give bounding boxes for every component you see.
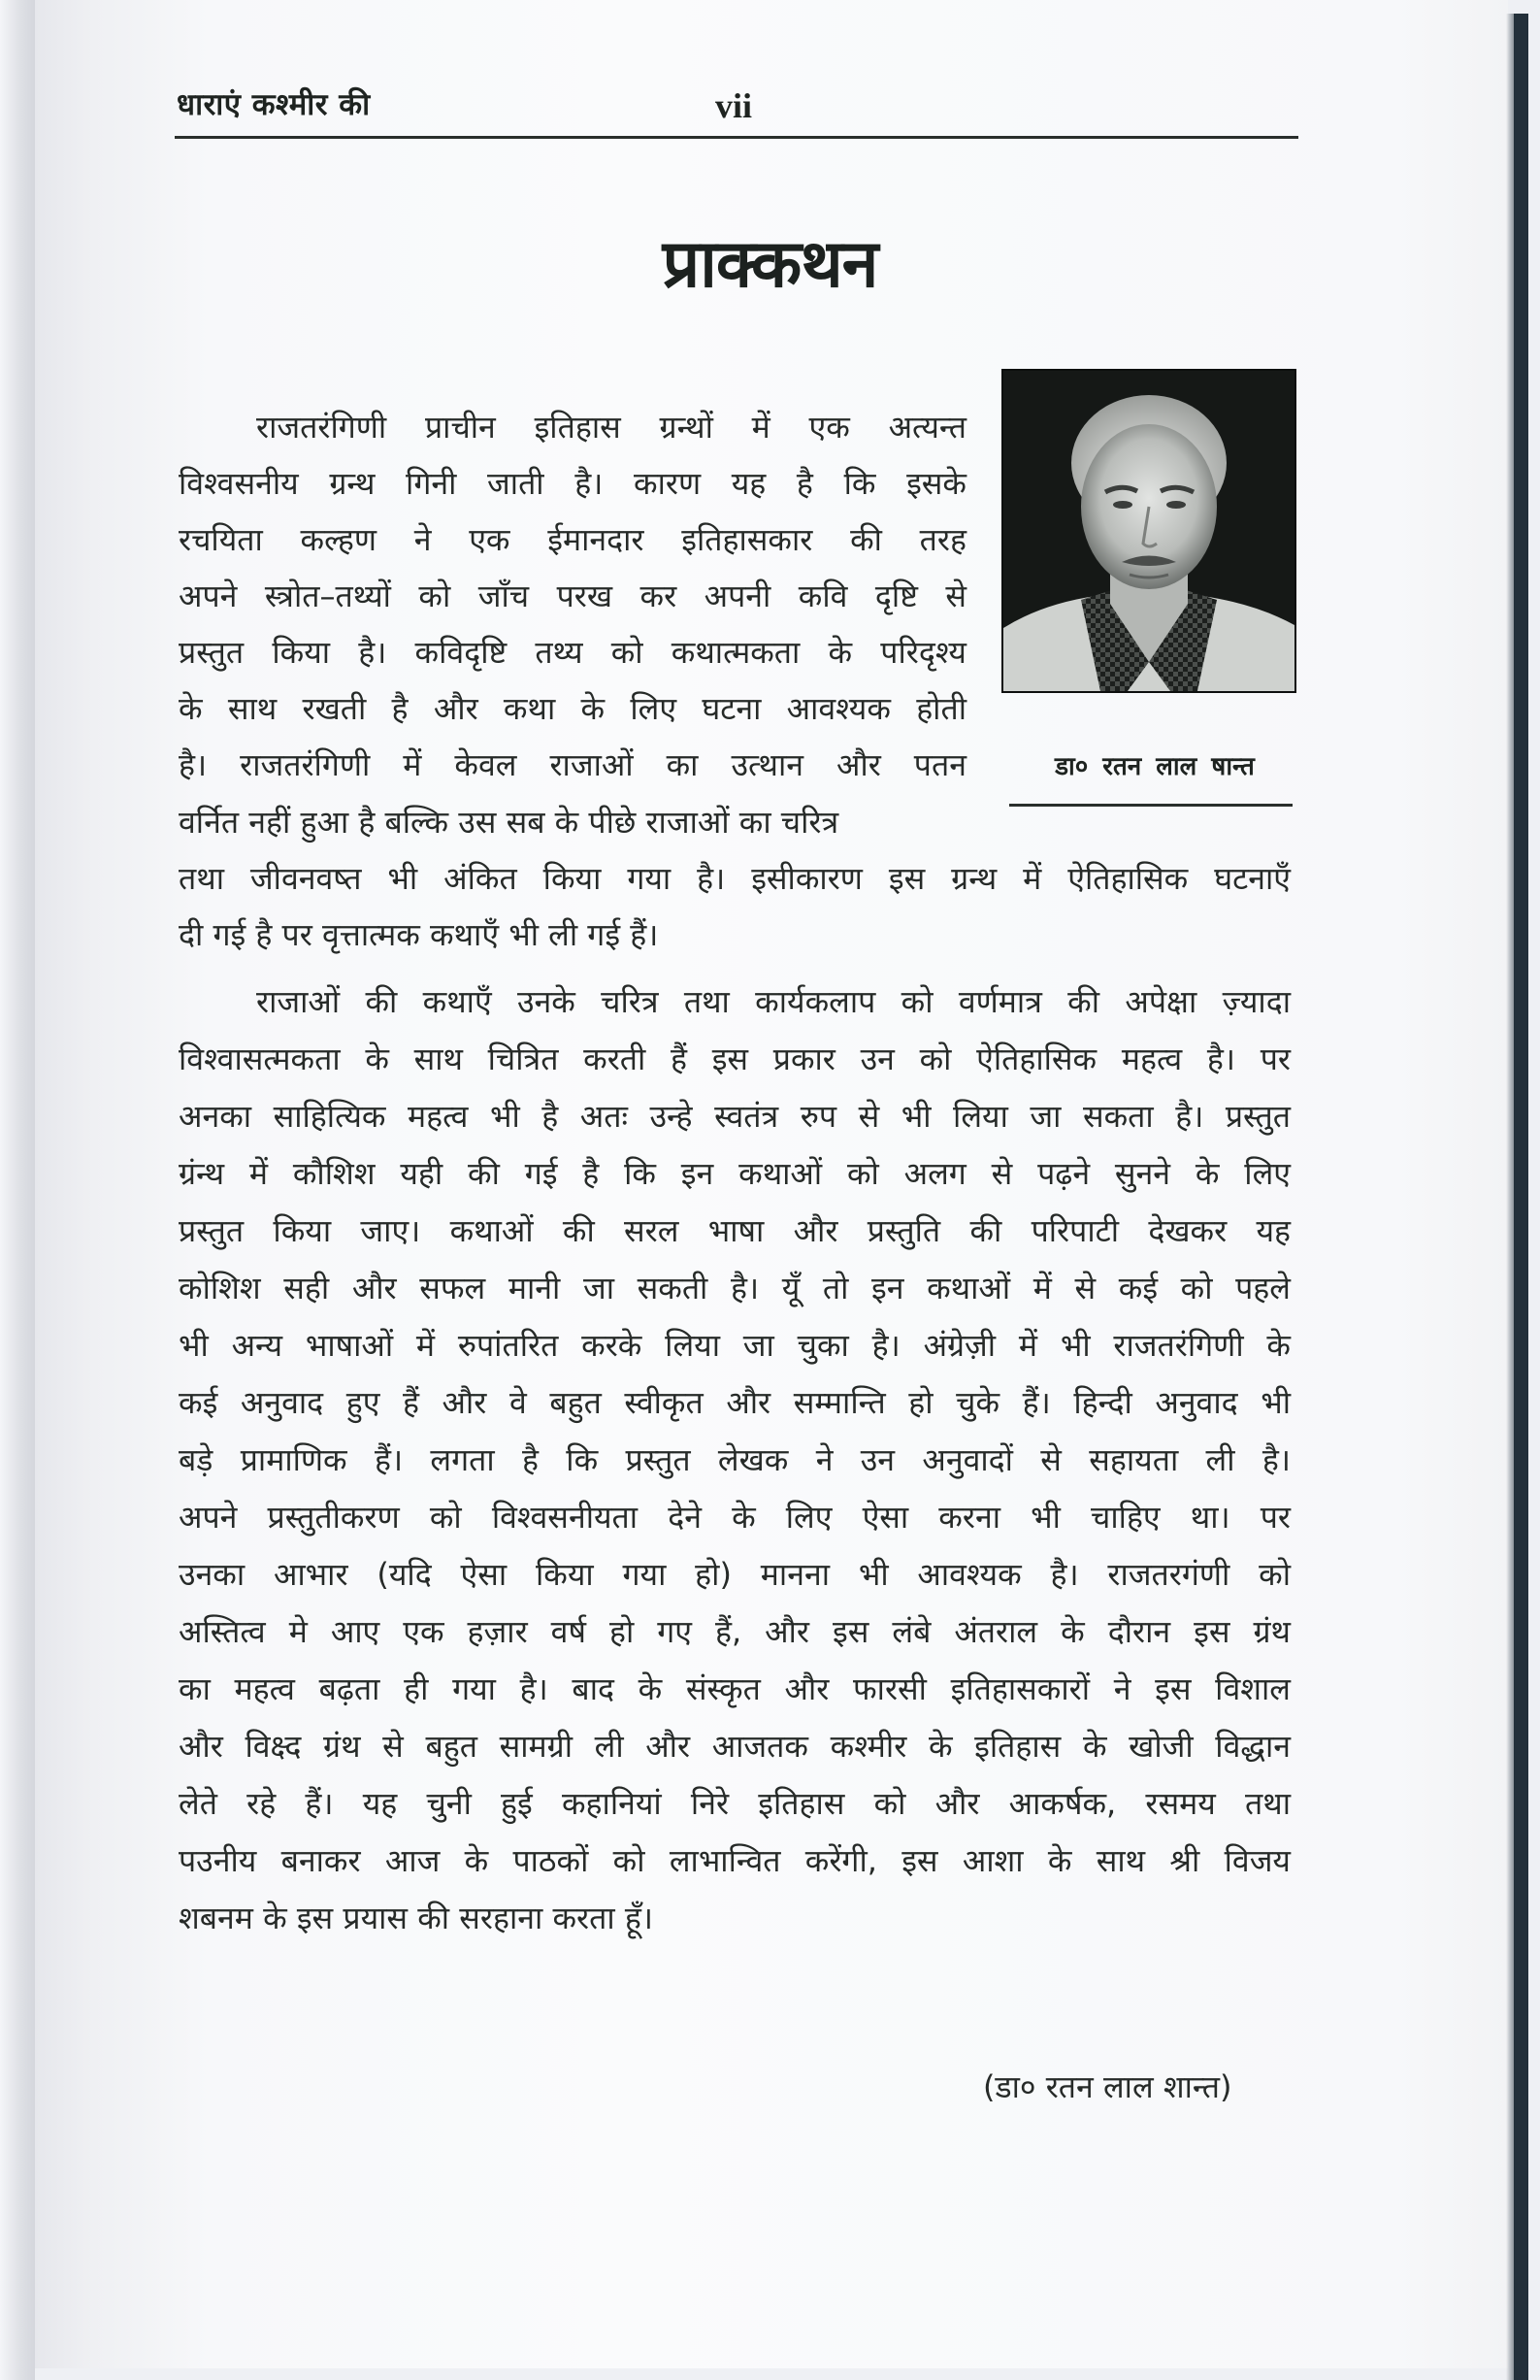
body-line: कई अनुवाद हुए हैं और वे बहुत स्वीकृत और सम्मान्ति हो चुके हैं। हिन्दी अनुवाद भी bbox=[179, 1384, 1291, 1421]
body-line: ग्रंन्थ में कौशिश यही की गई है कि इन कथाओं को अलग से पढ़ने सुनने के लिए bbox=[179, 1155, 1291, 1192]
body-line: दी गई है पर वृत्तात्मक कथाएँ भी ली गई हैं। bbox=[179, 916, 659, 953]
body-line: विश्वसनीय ग्रन्थ गिनी जाती है। कारण यह है कि इसके bbox=[179, 465, 967, 502]
body-line: पउनीय बनाकर आज के पाठकों को लाभान्वित करेंगी, इस आशा के साथ श्री विजय bbox=[179, 1842, 1291, 1879]
body-line: प्रस्तुत किया जाए। कथाओं की सरल भाषा और प्रस्तुति की परिपाटी देखकर यह bbox=[179, 1212, 1291, 1249]
body-line: तथा जीवनवष्त भी अंकित किया गया है। इसीकारण इस ग्रन्थ में ऐतिहासिक घटनाएँ bbox=[179, 860, 1291, 897]
body-line: प्रस्तुत किया है। कविदृष्टि तथ्य को कथात्मकता के परिदृश्य bbox=[179, 634, 967, 671]
body-line: वर्नित नहीं हुआ है बल्कि उस सब के पीछे राजाओं का चरित्र bbox=[179, 804, 839, 841]
body-line: अपने प्रस्तुतीकरण को विश्वसनीयता देने के लिए ऐसा करना भी चाहिए था। पर bbox=[179, 1499, 1291, 1536]
body-line: लेते रहे हैं। यह चुनी हुई कहानियां निरे इतिहास को और आकर्षक, रसमय तथा bbox=[179, 1785, 1291, 1822]
body-line: भी अन्य भाषाओं में रुपांतरित करके लिया जा चुका है। अंग्रेज़ी में भी राजतरंगिणी के bbox=[179, 1327, 1291, 1364]
body-line: है। राजतरंगिणी में केवल राजाओं का उत्थान और पतन bbox=[179, 746, 967, 783]
body-line: कोशिश सही और सफल मानी जा सकती है। यूँ तो इन कथाओं में से कई को पहले bbox=[179, 1270, 1291, 1306]
running-title: धाराएं कश्मीर की bbox=[177, 87, 371, 122]
scanner-border bbox=[1514, 14, 1528, 2380]
body-line: अनका साहित्यिक महत्व भी है अतः उन्हे स्वतंत्र रुप से भी लिया जा सकता है। प्रस्तुत bbox=[179, 1098, 1291, 1135]
header-rule bbox=[175, 136, 1298, 139]
body-line: राजतरंगिणी प्राचीन इतिहास ग्रन्थों में एक अत्यन्त bbox=[256, 409, 967, 446]
body-line: और विक्ष्द ग्रंथ से बहुत सामग्री ली और आजतक कश्मीर के इतिहास के खोजी विद्धान bbox=[179, 1728, 1291, 1765]
signature: (डा० रतन लाल शान्त) bbox=[983, 2068, 1232, 2105]
portrait-photo-icon bbox=[1003, 371, 1294, 691]
body-line: के साथ रखती है और कथा के लिए घटना आवश्यक होती bbox=[179, 690, 967, 727]
author-portrait bbox=[1001, 369, 1296, 693]
portrait-caption: डा० रतन लाल षान्त bbox=[1055, 752, 1255, 781]
body-line: अपने स्त्रोत–तथ्यों को जाँच परख कर अपनी कवि दृष्टि से bbox=[179, 578, 967, 614]
body-line: रचयिता कल्हण ने एक ईमानदार इतिहासकार की तरह bbox=[179, 521, 967, 558]
body-line: राजाओं की कथाएँ उनके चरित्र तथा कार्यकलाप को वर्णमात्र की अपेक्षा ज़्यादा bbox=[256, 983, 1291, 1020]
book-gutter-shadow bbox=[0, 0, 35, 2380]
body-line: का महत्व बढ़ता ही गया है। बाद के संस्कृत और फारसी इतिहासकारों ने इस विशाल bbox=[179, 1670, 1291, 1707]
body-line: उनका आभार (यदि ऐसा किया गया हो) मानना भी आवश्यक है। राजतरगंणी को bbox=[179, 1556, 1291, 1593]
page-number: vii bbox=[715, 86, 753, 125]
chapter-title: प्राक्कथन bbox=[662, 226, 878, 303]
body-line: बड़े प्रामाणिक हैं। लगता है कि प्रस्तुत लेखक ने उन अनुवादों से सहायता ली है। bbox=[179, 1441, 1291, 1478]
body-line: अस्तित्व मे आए एक हज़ार वर्ष हो गए हैं, और इस लंबे अंतराल के दौरान इस ग्रंथ bbox=[179, 1613, 1291, 1650]
body-line: शबनम के इस प्रयास की सरहाना करता हूँ। bbox=[179, 1900, 653, 1936]
body-line: विश्वासत्मकता के साथ चित्रित करती हैं इस प्रकार उन को ऐतिहासिक महत्व है। पर bbox=[179, 1041, 1291, 1077]
